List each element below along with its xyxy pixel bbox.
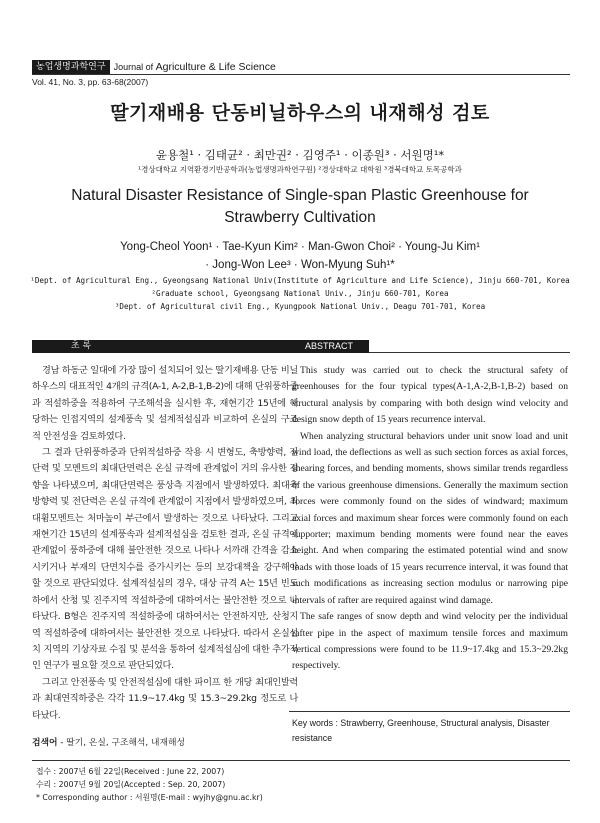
- keywords-english: [292, 716, 568, 746]
- volume-info: Vol. 41, No. 3, pp. 63-68(2007): [32, 77, 149, 87]
- abstract-kr-heading: 초 록: [70, 341, 92, 351]
- keywords-kr-list: - 딸기, 온실, 구조해석, 내재해성: [57, 738, 186, 748]
- journal-name-kr: 농업생명과학연구: [32, 60, 110, 74]
- abstract-en-heading: ABSTRACT: [289, 340, 369, 353]
- abstract-kr-paragraph: 경남 하동군 일대에 가장 많이 설치되어 있는 딸기재배용 단동 비닐하우스의 대표적인 4개의 규격(A-1, A-2,B-1,B-2)에 대해 단위풍하중과 적설하중을 적용하여 구조해석을 실시한 후, 재현기간 15년에 해당하는 인접지역의 설계풍속 및 설계적설심과 비교하여 온실의 구조적 안전성을 검토하였다.: [32, 365, 298, 442]
- footnote-rule: [32, 760, 570, 761]
- authors-english: Yong-Cheol Yoon¹ · Tae-Kyun Kim² · Man-Gwon Choi² · Young-Ju Kim¹ · Jong-Won Lee³ · Won-Myung Suh¹*: [120, 241, 480, 271]
- footnote-corresponding: * Corresponding author : 서원명(E-mail : wyjhy@gnu.ac.kr): [36, 793, 263, 802]
- keywords-korean: [32, 735, 185, 748]
- title-english: Natural Disaster Resistance of Single-span Plastic Greenhouse for Strawberry Cultivation: [71, 187, 529, 226]
- journal-name-en: Journal of Agriculture & Life Science: [113, 61, 276, 73]
- affiliation-english-1: ¹Dept. of Agricultural Eng., Gyeongsang National Univ(Institute of Agriculture and Life Science), Jinju 660-701, Korea: [30, 276, 570, 285]
- keywords-kr-label: 검색어: [32, 738, 58, 748]
- footnote-accepted: 수리 : 2007년 9월 20일(Accepted : Sep. 20, 2007): [36, 780, 226, 789]
- keywords-en-label: Key words :: [292, 718, 338, 728]
- abstract-en-paragraph: When analyzing structural behaviors under unit snow load and unit wind load, the deflections as well as such section forces as axial forces, shearing forces, and bending moments, shows similar trends regardless of the various greenhouse dimensions. Generally the maximum section forces were commonly found on the sides of windward; maximum axial forces and maximum shear forces were commonly found on each supporter; maximum bending moments were found near the eaves height. And when comparing the estimated potential wind and snow loads with those loads of 15 years recurrence interval, it was found that such modifications as increasing section modulus or narrowing pipe intervals of rafter are required against wind damage.: [292, 430, 568, 606]
- journal-header: [32, 60, 276, 74]
- abstract-kr-paragraph: 그리고 안전풍속 및 안전적설심에 대한 파이프 한 개당 최대인발력과 최대연직하중은 각각 11.9~17.4kg 및 15.3~29.2kg 정도로 나타났다.: [32, 676, 298, 721]
- abstract-kr-paragraph: 그 결과 단위풍하중과 단위적설하중 작용 시 변형도, 축방향력, 전단력 및 모멘트의 최대단면력은 온실 규격에 관계없이 거의 유사한 경향을 나타냈으며, 최대단면력은 풍상측 지점에서 발생하였다. 최대축방향력 및 전단력은 온실 규격에 관계없이 지점에서 발생하였으며, 최대휨모멘트는 처마높이 부근에서 발생하는 것으로 나타났다. 그리고 재현기간 15년의 설계풍속과 설계적설심을 검토한 결과, 온실 규격에 관계없이 풍하중에 대해 불안전한 것으로 나타나 서까래 간격을 감소시키거나 부재의 단면치수를 증가시키는 등의 보강대책을 강구해야 할 것으로 판단되었다. 설계적설심의 경우, 대상 규격 A는 15년 빈도하에서 산청 및 진주지역 적설하중에 대하여서는 불안전한 것으로 나타났다. B형은 진주지역 적설하중에 대하여서는 안전하지만, 산청지역 적설하중에 대하여서는 불안전한 것으로 나타났다. 따라서 온실설치 지역의 기상자료 수집 및 분석을 통하여 설계적설심에 대한 추가적인 연구가 필요할 것으로 판단되었다.: [32, 447, 298, 672]
- keywords-en-list: Strawberry, Greenhouse, Structural analysis, Disaster resistance: [292, 718, 550, 743]
- keywords-rule: [289, 711, 570, 712]
- abstract-en-paragraph: This study was carried out to check the structural safety of greenhouses for the four typical types(A-1,A-2,B-1,B-2) based on structural analysis by comparing with both design wind velocity and design snow depth of 15 years recurrence interval.: [292, 365, 568, 426]
- abstract-en-paragraph: The safe ranges of snow depth and wind velocity per the individual rafter pipe in the aspect of maximum tensile forces and maximum vertical compressions were found to be 11.9~17.4kg and 15.3~29.2kg respectively.: [292, 611, 568, 672]
- affiliation-english-3: ³Dept. of Agricultural civil Eng., Kyungpook National Univ., Deagu 701-701, Korea: [114, 302, 486, 311]
- affiliation-english-2: ²Graduate school, Gyeongsang National Univ., Jinju 660-701, Korea: [151, 289, 449, 298]
- title-korean: 딸기재배용 단동비닐하우스의 내재해성 검토: [110, 102, 490, 124]
- authors-korean: 윤용철¹ · 김태균² · 최만권² · 김영주¹ · 이종원³ · 서원명¹*: [155, 148, 445, 162]
- abstract-english: [292, 363, 568, 675]
- header-rule: [32, 74, 570, 75]
- abstract-en-rule: [369, 352, 570, 353]
- footnote-received: 접수 : 2007년 6월 22일(Received : June 22, 2007): [36, 767, 225, 776]
- abstract-korean: [32, 363, 298, 724]
- affiliation-korean: ¹경상대학교 지역환경기반공학과(농업생명과학연구원) ²경상대학교 대학원 ³경북대학교 토목공학과: [138, 165, 462, 174]
